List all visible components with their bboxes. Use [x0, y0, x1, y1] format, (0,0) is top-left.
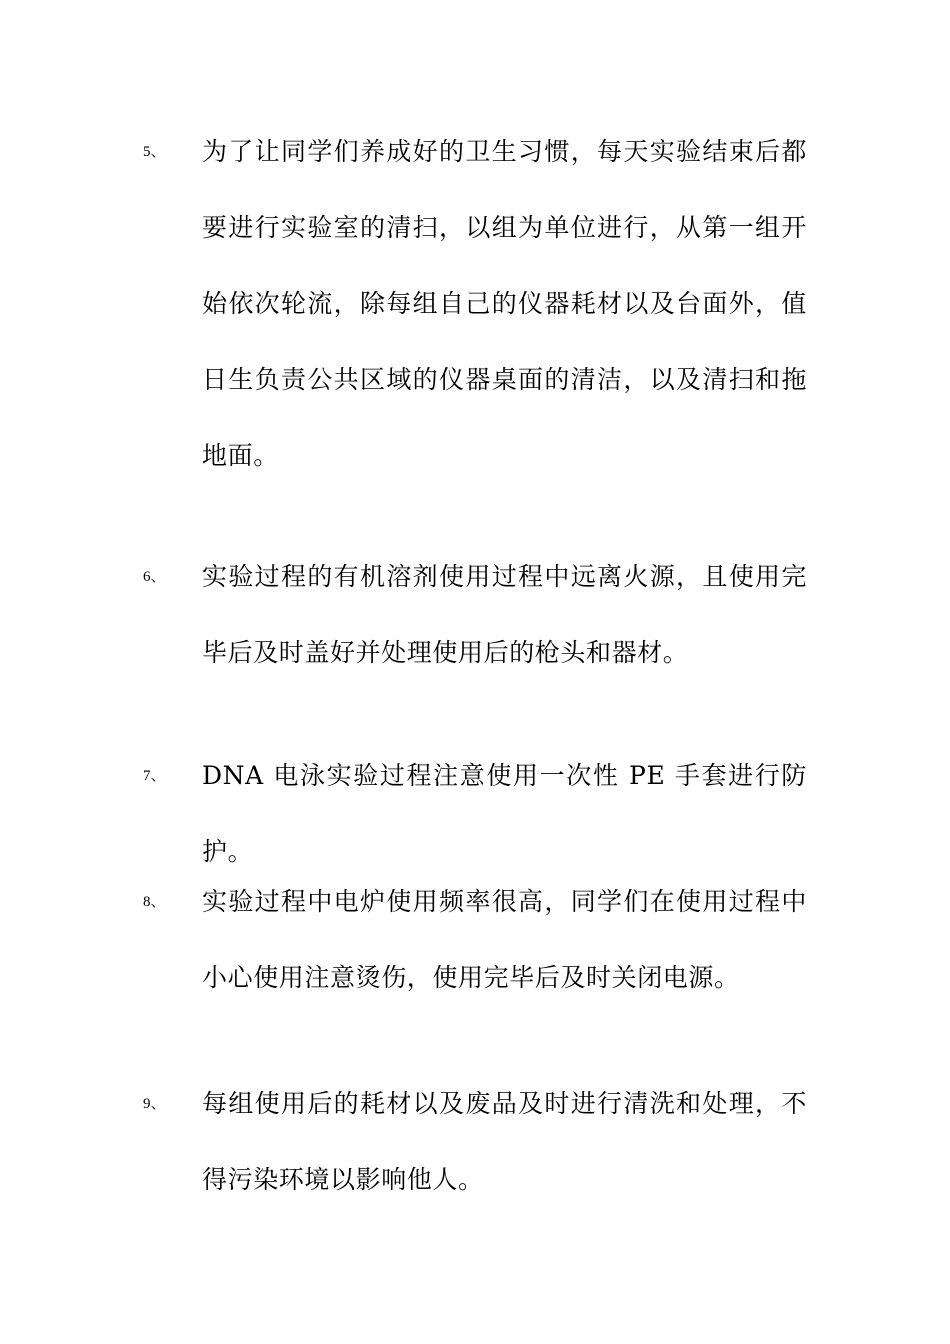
item-number: 6、: [143, 569, 166, 585]
item-text: DNA 电泳实验过程注意使用一次性 PE 手套进行防护。: [202, 761, 807, 866]
item-text: 实验过程中电炉使用频率很高，同学们在使用过程中小心使用注意烫伤，使用完毕后及时关闭电源。: [202, 887, 807, 992]
item-text: 实验过程的有机溶剂使用过程中远离火源，且使用完毕后及时盖好并处理使用后的枪头和器材。: [202, 562, 807, 667]
item-number: 8、: [143, 894, 166, 910]
item-number: 7、: [143, 768, 166, 784]
item-text: 为了让同学们养成好的卫生习惯，每天实验结束后都要进行实验室的清扫，以组为单位进行，从第一组开始依次轮流，除每组自己的仪器耗材以及台面外，值日生负责公共区域的仪器桌面的清洁，以及清扫和拖地面。: [202, 137, 807, 470]
item-text: 每组使用后的耗材以及废品及时进行清洗和处理，不得污染环境以影响他人。: [202, 1089, 807, 1194]
item-number: 9、: [143, 1096, 166, 1112]
item-number: 5、: [143, 144, 166, 160]
